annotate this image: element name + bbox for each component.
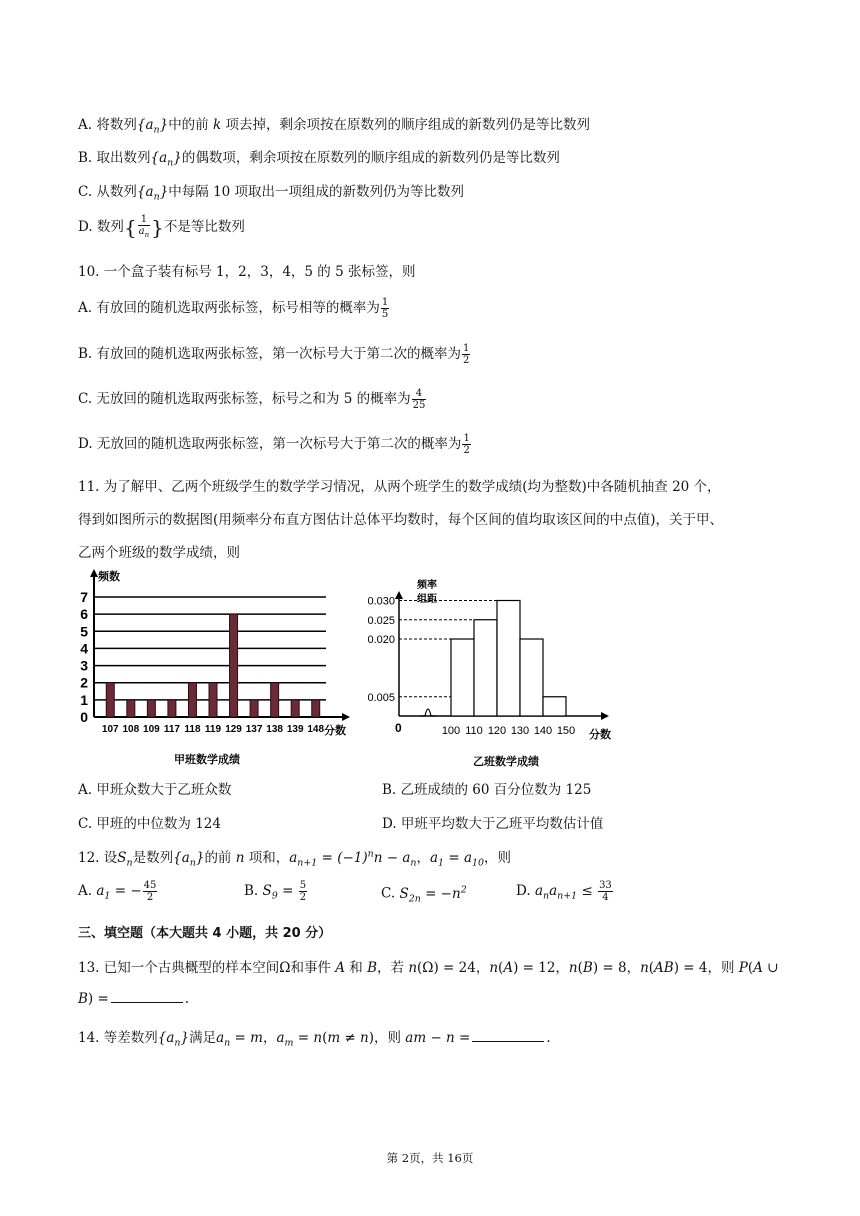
y-tick-label: 3 bbox=[80, 657, 88, 674]
y-axis-arrow bbox=[90, 569, 98, 577]
q12-option-a[interactable]: A. $a_1$ = − $\frac{45}{2}$ bbox=[78, 880, 157, 903]
q9-option-a[interactable]: A. 将数列$\{a_n\}$中的前 k 项去掉，剩余项按在原数列的顺序组成的新数列仍是等比数列 bbox=[78, 117, 590, 136]
bar bbox=[230, 614, 238, 717]
x-tick-label: 129 bbox=[225, 724, 242, 735]
q10-option-c[interactable]: C. 无放回的随机选取两张标签，标号之和为 5 的概率为 $\frac{4}{25}$ bbox=[78, 388, 426, 411]
x-tick-label: 108 bbox=[122, 724, 140, 735]
y-tick-label: 4 bbox=[80, 640, 88, 657]
q14: 14. 等差数列$\{a_n\}$满足$a_n = m$，$a_m = n(m \ne n)$，则 am − n = . bbox=[78, 1030, 551, 1049]
x-tick-label: 120 bbox=[487, 725, 507, 737]
chart-b-ylabel-bottom: 组距 bbox=[417, 594, 437, 605]
q12-option-d[interactable]: D. $a_na_{n+1}$ ≤ $\frac{33}{4}$ bbox=[516, 880, 612, 903]
fraction: $\frac{1}{a_n}$ bbox=[138, 214, 150, 239]
chart-b-xlabel: 分数 bbox=[589, 729, 611, 741]
chart-a-title: 甲班数学成绩 bbox=[174, 754, 240, 766]
bar bbox=[147, 700, 155, 717]
q13-line2: B) = . bbox=[78, 991, 190, 1007]
x-tick-label: 107 bbox=[101, 724, 119, 735]
chart-b-title: 乙班数学成绩 bbox=[473, 756, 539, 768]
x-tick-label: 117 bbox=[163, 724, 180, 735]
x-tick-label: 130 bbox=[510, 725, 530, 737]
chart-a-xlabel: 分数 bbox=[324, 725, 346, 737]
x-tick-label: 110 bbox=[465, 725, 483, 737]
section-heading: 三、填空题（本大题共 4 小题，共 20 分） bbox=[78, 926, 332, 941]
histogram-bar bbox=[497, 601, 520, 717]
q12-option-c[interactable]: C. $S_{2n} = -n^2$ bbox=[381, 884, 467, 905]
chart-b-origin: 0 bbox=[395, 721, 402, 735]
bar bbox=[209, 683, 217, 717]
y-tick-label: 0.030 bbox=[367, 595, 395, 608]
chart-a-ylabel: 频数 bbox=[98, 571, 120, 583]
bar bbox=[250, 700, 258, 717]
histogram-bar bbox=[451, 639, 474, 716]
bar bbox=[106, 683, 114, 717]
class-b-histogram bbox=[365, 575, 625, 775]
y-tick-label: 7 bbox=[80, 589, 88, 605]
x-tick-label: 100 bbox=[441, 725, 461, 737]
y-tick-label: 0 bbox=[80, 709, 88, 725]
x-tick-label: 140 bbox=[533, 725, 553, 737]
q9-option-c[interactable]: C. 从数列$\{a_n\}$中每隔 10 项取出一项组成的新数列仍为等比数列 bbox=[78, 184, 465, 203]
y-tick-label: 1 bbox=[80, 691, 88, 708]
x-axis-arrow bbox=[342, 713, 350, 721]
class-a-frequency-chart bbox=[78, 565, 363, 770]
q10-option-d[interactable]: D. 无放回的随机选取两张标签，第一次标号大于第二次的概率为 $\frac{1}{2}$ bbox=[78, 433, 470, 456]
y-tick-label: 0.005 bbox=[367, 691, 395, 704]
y-tick-label: 5 bbox=[80, 623, 88, 640]
q9-option-d[interactable]: D. 数列{ $\frac{1}{a_n}$ }不是等比数列 bbox=[78, 214, 245, 240]
answer-blank[interactable] bbox=[111, 990, 183, 1003]
q12-option-b[interactable]: B. $S_9$ = $\frac{5}{2}$ bbox=[244, 880, 307, 903]
y-tick-label: 6 bbox=[80, 606, 88, 623]
q11-stem-line3: 乙两个班级的数学成绩，则 bbox=[78, 545, 240, 561]
y-tick-label: 2 bbox=[80, 674, 88, 691]
page-footer: 第 2页，共 16页 bbox=[386, 1151, 474, 1165]
x-tick-label: 139 bbox=[286, 724, 304, 735]
q11-option-d[interactable]: D. 甲班平均数大于乙班平均数估计值 bbox=[382, 816, 604, 832]
x-tick-label: 119 bbox=[204, 724, 222, 735]
bar bbox=[271, 683, 279, 717]
q11-option-c[interactable]: C. 甲班的中位数为 124 bbox=[78, 816, 221, 832]
q10-stem: 10. 一个盒子装有标号 1，2，3，4，5 的 5 张标签，则 bbox=[78, 264, 416, 280]
histogram-bar bbox=[520, 639, 543, 716]
q9-option-b[interactable]: B. 取出数列$\{a_n\}$的偶数项，剩余项按在原数列的顺序组成的新数列仍是等比数列 bbox=[78, 150, 560, 169]
q13-line1: 13. 已知一个古典概型的样本空间Ω和事件 A 和 B，若 n(Ω) = 24，n(A) = 12，n(B) = 8，n(AB) = 4，则 P(A ∪ bbox=[78, 960, 779, 976]
x-tick-label: 109 bbox=[143, 724, 160, 735]
x-tick-label: 137 bbox=[245, 724, 263, 735]
y-axis-arrow bbox=[395, 591, 403, 599]
q11-option-a[interactable]: A. 甲班众数大于乙班众数 bbox=[78, 782, 232, 798]
q10-option-a[interactable]: A. 有放回的随机选取两张标签，标号相等的概率为 $\frac{1}{5}$ bbox=[78, 297, 389, 320]
axis-break bbox=[419, 709, 437, 716]
q12-stem: 12. 设$S_n$是数列$\{a_n\}$的前 n 项和，$a_{n+1} = (-1)^nn - a_n$，$a_1 = a_{10}$，则 bbox=[78, 848, 512, 869]
histogram-bar bbox=[474, 620, 497, 716]
histogram-bar bbox=[543, 697, 566, 716]
x-tick-label: 150 bbox=[556, 725, 576, 737]
bar bbox=[127, 700, 135, 717]
x-tick-label: 148 bbox=[307, 724, 325, 735]
q10-option-b[interactable]: B. 有放回的随机选取两张标签，第一次标号大于第二次的概率为 $\frac{1}{2}$ bbox=[78, 343, 470, 366]
answer-blank[interactable] bbox=[472, 1029, 544, 1042]
q11-stem-line2: 得到如图所示的数据图(用频率分布直方图估计总体平均数时，每个区间的值均取该区间的中点值)，关于甲、 bbox=[78, 512, 724, 528]
bar bbox=[291, 700, 299, 717]
q11-option-b[interactable]: B. 乙班成绩的 60 百分位数为 125 bbox=[382, 782, 592, 798]
bar bbox=[188, 683, 196, 717]
x-axis-arrow bbox=[601, 712, 609, 720]
y-tick-label: 0.025 bbox=[367, 614, 395, 627]
bar bbox=[168, 700, 176, 717]
y-tick-label: 0.020 bbox=[367, 634, 395, 646]
x-tick-label: 118 bbox=[184, 724, 201, 735]
q11-stem-line1: 11. 为了解甲、乙两个班级学生的数学学习情况，从两个班学生的数学成绩(均为整数)中各随机抽查 20 个， bbox=[78, 479, 721, 495]
bar bbox=[312, 700, 320, 717]
x-tick-label: 138 bbox=[266, 724, 283, 735]
chart-b-ylabel-top: 频率 bbox=[417, 580, 437, 591]
